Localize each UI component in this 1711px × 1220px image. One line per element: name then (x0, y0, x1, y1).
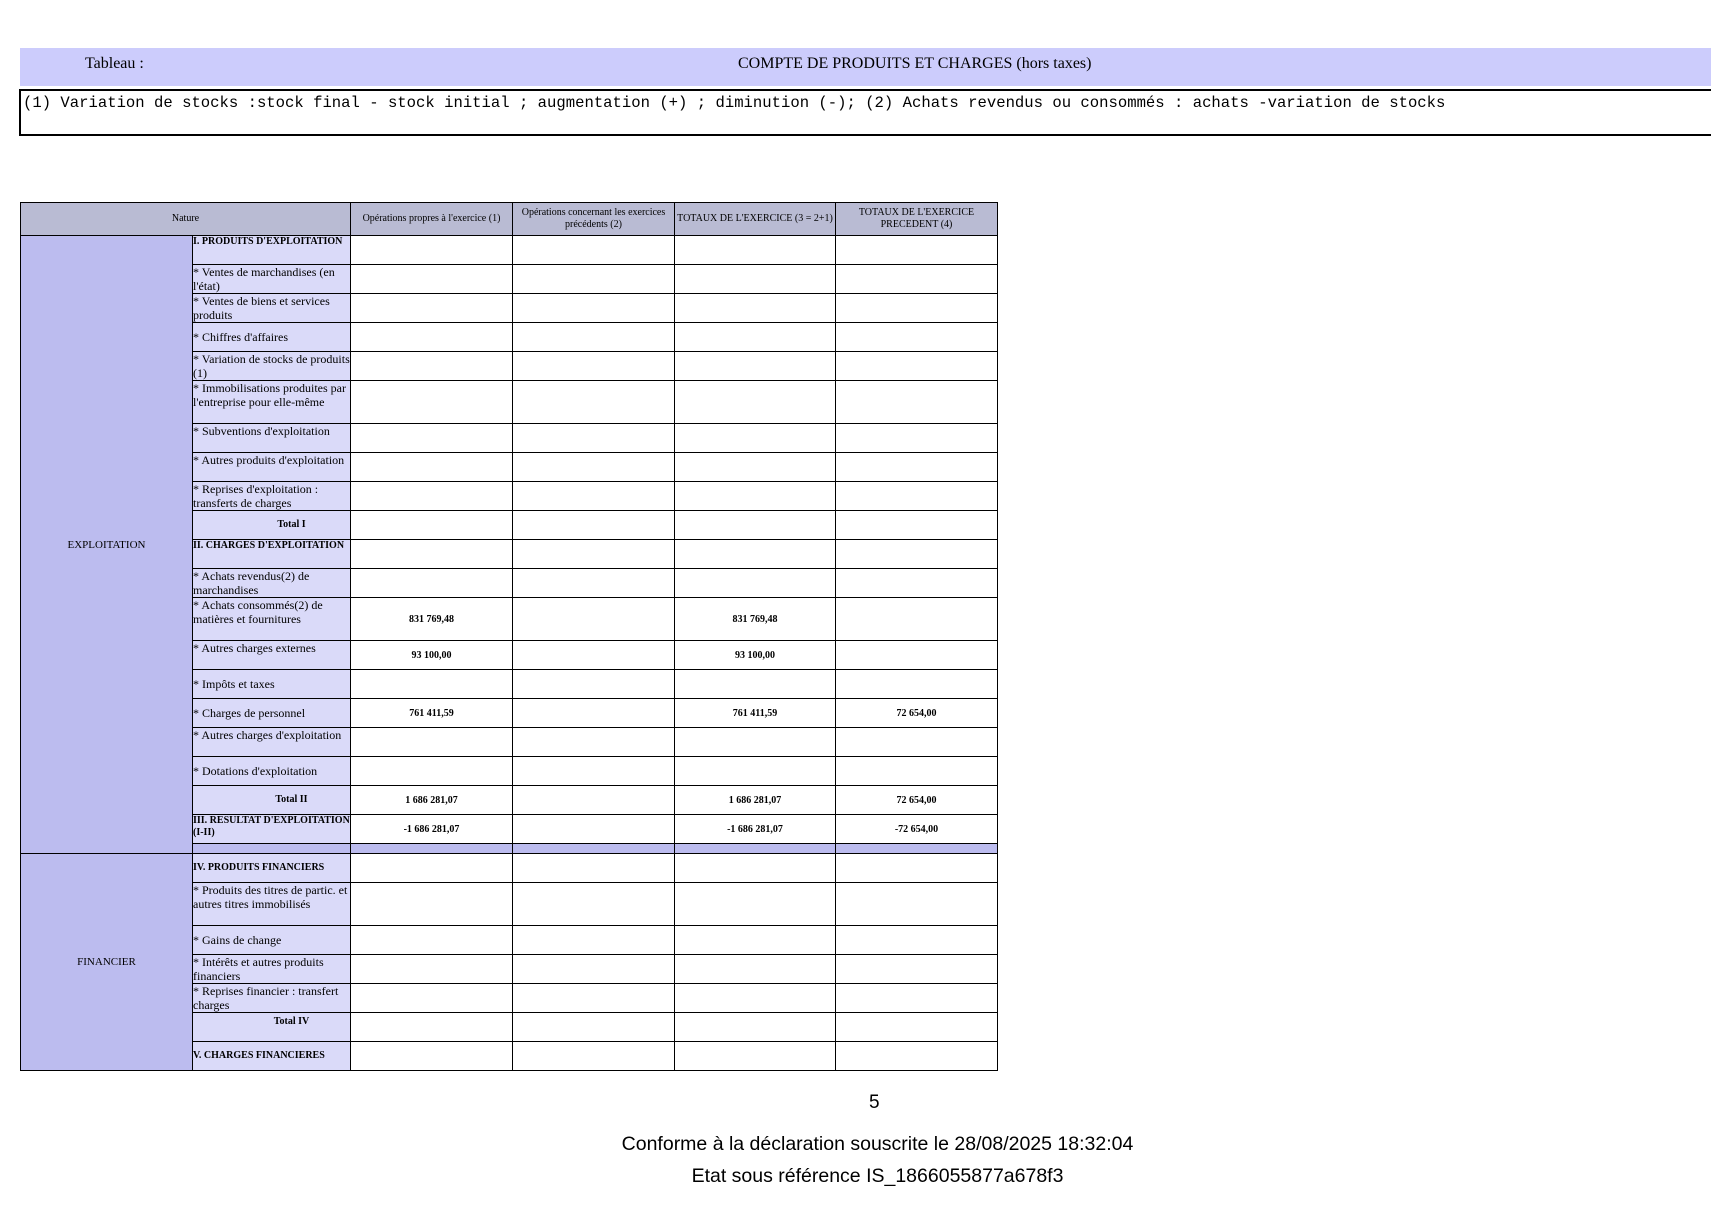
row-label: I. PRODUITS D'EXPLOITATION (193, 236, 351, 265)
notes-box (19, 89, 1711, 136)
value-cell (675, 381, 836, 424)
value-cell (836, 1042, 998, 1071)
value-cell (675, 926, 836, 955)
row-label: * Produits des titres de partic. et autres titres immobilisés (193, 883, 351, 926)
value-cell (513, 883, 675, 926)
value-cell (513, 815, 675, 844)
table-label: Tableau : (85, 55, 144, 72)
value-cell (675, 757, 836, 786)
value-cell: -1 686 281,07 (675, 815, 836, 844)
column-header-operations-propres: Opérations propres à l'exercice (1) (351, 203, 513, 236)
row-label: Total I (193, 511, 351, 540)
row-label: * Dotations d'exploitation (193, 757, 351, 786)
value-cell (513, 699, 675, 728)
value-cell (675, 569, 836, 598)
column-header-nature: Nature (21, 203, 351, 236)
value-cell (351, 540, 513, 569)
notes-text: (1) Variation de stocks :stock final - stock initial ; augmentation (+) ; diminution (-); (2) Achats revendus ou consommés : achats -variation de stocks (23, 94, 1446, 112)
value-cell: 761 411,59 (351, 699, 513, 728)
value-cell (513, 670, 675, 699)
value-cell: 831 769,48 (675, 598, 836, 641)
row-label: IV. PRODUITS FINANCIERS (193, 854, 351, 883)
value-cell (513, 757, 675, 786)
value-cell (836, 236, 998, 265)
footer-reference: Etat sous référence IS_1866055877a678f3 (691, 1165, 1064, 1187)
value-cell (513, 1042, 675, 1071)
value-cell (836, 482, 998, 511)
value-cell (675, 883, 836, 926)
separator-cell (351, 844, 513, 854)
value-cell (513, 854, 675, 883)
value-cell (351, 294, 513, 323)
row-label: * Gains de change (193, 926, 351, 955)
value-cell (351, 955, 513, 984)
value-cell (513, 511, 675, 540)
value-cell: 93 100,00 (675, 641, 836, 670)
column-header-totaux-precedent: TOTAUX DE L'EXERCICE PRECEDENT (4) (836, 203, 998, 236)
value-cell (513, 323, 675, 352)
value-cell (675, 323, 836, 352)
value-cell (836, 670, 998, 699)
row-label: III. RESULTAT D'EXPLOITATION (I-II) (193, 815, 351, 844)
row-label: * Achats revendus(2) de marchandises (193, 569, 351, 598)
value-cell (351, 352, 513, 381)
value-cell (675, 236, 836, 265)
value-cell (351, 323, 513, 352)
value-cell: 72 654,00 (836, 786, 998, 815)
value-cell (836, 1013, 998, 1042)
value-cell (513, 1013, 675, 1042)
row-label: * Autres produits d'exploitation (193, 453, 351, 482)
value-cell (513, 540, 675, 569)
value-cell (836, 757, 998, 786)
income-statement-table (20, 202, 998, 1071)
value-cell: 831 769,48 (351, 598, 513, 641)
value-cell (513, 641, 675, 670)
page-title: COMPTE DE PRODUITS ET CHARGES (hors taxes) (738, 55, 1092, 72)
section-financier: FINANCIER (21, 854, 193, 1071)
value-cell (836, 453, 998, 482)
row-label: * Autres charges d'exploitation (193, 728, 351, 757)
value-cell (351, 482, 513, 511)
row-label: * Impôts et taxes (193, 670, 351, 699)
value-cell (513, 453, 675, 482)
column-header-operations-precedents: Opérations concernant les exercices précédents (2) (513, 203, 675, 236)
value-cell (675, 1042, 836, 1071)
value-cell (513, 352, 675, 381)
row-label: * Chiffres d'affaires (193, 323, 351, 352)
value-cell (675, 294, 836, 323)
value-cell (675, 511, 836, 540)
value-cell: -1 686 281,07 (351, 815, 513, 844)
value-cell (836, 352, 998, 381)
row-label: * Subventions d'exploitation (193, 424, 351, 453)
value-cell (351, 728, 513, 757)
value-cell (836, 540, 998, 569)
value-cell (836, 984, 998, 1013)
value-cell (675, 955, 836, 984)
value-cell (675, 540, 836, 569)
value-cell (513, 728, 675, 757)
value-cell (836, 598, 998, 641)
value-cell (513, 294, 675, 323)
value-cell (513, 786, 675, 815)
value-cell (836, 381, 998, 424)
value-cell (351, 265, 513, 294)
value-cell (513, 424, 675, 453)
value-cell (351, 424, 513, 453)
row-label: Total IV (193, 1013, 351, 1042)
value-cell (513, 955, 675, 984)
page-number: 5 (869, 1092, 880, 1113)
value-cell (351, 511, 513, 540)
value-cell (675, 482, 836, 511)
title-bar (20, 48, 1711, 86)
value-cell (675, 453, 836, 482)
value-cell: 93 100,00 (351, 641, 513, 670)
value-cell (836, 569, 998, 598)
value-cell (351, 854, 513, 883)
separator-cell (675, 844, 836, 854)
value-cell (351, 236, 513, 265)
row-label: V. CHARGES FINANCIERES (193, 1042, 351, 1071)
value-cell (513, 236, 675, 265)
value-cell (836, 854, 998, 883)
value-cell (351, 670, 513, 699)
value-cell (836, 294, 998, 323)
row-label: * Reprises d'exploitation : transferts de charges (193, 482, 351, 511)
value-cell (836, 511, 998, 540)
row-label: * Achats consommés(2) de matières et fournitures (193, 598, 351, 641)
value-cell (836, 926, 998, 955)
row-label: * Immobilisations produites par l'entreprise pour elle-même (193, 381, 351, 424)
value-cell (513, 569, 675, 598)
value-cell (351, 757, 513, 786)
value-cell (836, 424, 998, 453)
value-cell: 1 686 281,07 (675, 786, 836, 815)
value-cell (675, 728, 836, 757)
value-cell (351, 381, 513, 424)
value-cell (351, 1042, 513, 1071)
value-cell (675, 424, 836, 453)
value-cell (836, 955, 998, 984)
value-cell (513, 926, 675, 955)
value-cell (351, 453, 513, 482)
value-cell: 1 686 281,07 (351, 786, 513, 815)
value-cell (351, 984, 513, 1013)
value-cell (675, 670, 836, 699)
value-cell (351, 883, 513, 926)
row-label: * Autres charges externes (193, 641, 351, 670)
value-cell (836, 641, 998, 670)
value-cell (836, 883, 998, 926)
table-row (21, 236, 998, 265)
row-label: II. CHARGES D'EXPLOITATION (193, 540, 351, 569)
value-cell (513, 482, 675, 511)
row-label: Total II (193, 786, 351, 815)
row-label: * Reprises financier : transfert charges (193, 984, 351, 1013)
value-cell (675, 1013, 836, 1042)
value-cell (513, 984, 675, 1013)
separator-cell (193, 844, 351, 854)
section-exploitation: EXPLOITATION (21, 236, 193, 854)
header-row (21, 203, 998, 236)
value-cell (675, 265, 836, 294)
value-cell: 761 411,59 (675, 699, 836, 728)
value-cell (675, 854, 836, 883)
footer-conformity: Conforme à la déclaration souscrite le 28/08/2025 18:32:04 (621, 1133, 1134, 1155)
value-cell (675, 984, 836, 1013)
value-cell (836, 323, 998, 352)
value-cell (513, 598, 675, 641)
row-label: * Ventes de marchandises (en l'état) (193, 265, 351, 294)
value-cell (836, 728, 998, 757)
row-label: * Variation de stocks de produits (1) (193, 352, 350, 380)
column-header-totaux-exercice: TOTAUX DE L'EXERCICE (3 = 2+1) (675, 203, 836, 236)
value-cell (675, 352, 836, 381)
value-cell (351, 569, 513, 598)
row-label: * Ventes de biens et services produits (193, 294, 351, 323)
value-cell (513, 381, 675, 424)
separator-cell (513, 844, 675, 854)
separator-cell (836, 844, 998, 854)
table-row (21, 854, 998, 883)
value-cell (351, 1013, 513, 1042)
value-cell: -72 654,00 (836, 815, 998, 844)
value-cell: 72 654,00 (836, 699, 998, 728)
value-cell (836, 265, 998, 294)
value-cell (513, 265, 675, 294)
row-label: * Intérêts et autres produits financiers (193, 955, 351, 984)
row-label: * Charges de personnel (193, 699, 351, 728)
value-cell (351, 926, 513, 955)
